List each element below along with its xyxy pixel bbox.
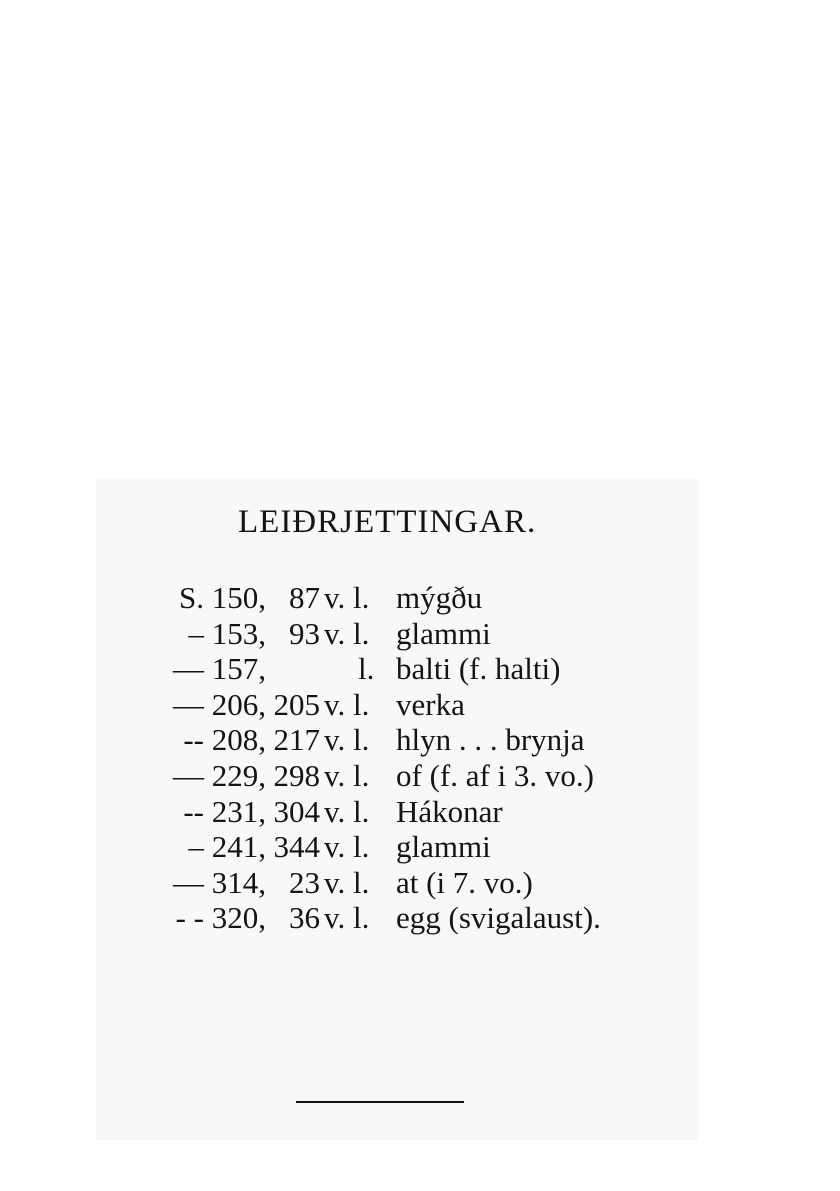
correction-text: hlyn . . . brynja: [396, 722, 585, 758]
line-abbrev: v. l.: [324, 900, 370, 936]
correction-text: verka: [396, 686, 465, 722]
page-ref: — 229,: [173, 757, 266, 793]
line-abbrev: v. l.: [324, 580, 370, 615]
line-number: 344: [273, 829, 320, 865]
line-abbrev: l.: [358, 651, 375, 687]
line-number: 93: [289, 615, 320, 651]
correction-text: mýgðu: [396, 580, 483, 615]
correction-text: egg (svigalaust).: [396, 900, 601, 936]
page-ref: – 153,: [188, 615, 266, 651]
line-abbrev: v. l.: [324, 686, 370, 722]
line-number: 23: [289, 864, 320, 900]
page-ref: — 157,: [173, 651, 266, 687]
correction-text: at (i 7. vo.): [396, 864, 533, 900]
line-abbrev: v. l.: [324, 864, 370, 900]
correction-text: of (f. af i 3. vo.): [396, 757, 594, 793]
correction-text: Hákonar: [396, 793, 503, 829]
line-number: 217: [273, 722, 320, 758]
line-abbrev: v. l.: [324, 793, 370, 829]
page-ref: -- 231,: [183, 793, 266, 829]
line-abbrev: v. l.: [324, 722, 370, 758]
end-rule: [296, 1101, 464, 1103]
line-number: 298: [273, 757, 320, 793]
line-number: 205: [273, 686, 320, 722]
line-abbrev: v. l.: [324, 615, 370, 651]
page-ref: -- 208,: [183, 722, 266, 758]
page-ref: – 241,: [188, 829, 266, 865]
line-number: 36: [289, 900, 320, 936]
page-title: LEIÐRJETTINGAR.: [238, 504, 537, 540]
line-number: 304: [273, 793, 320, 829]
page-ref: — 314,: [173, 864, 266, 900]
line-abbrev: v. l.: [324, 757, 370, 793]
page-ref: — 206,: [173, 686, 266, 722]
line-abbrev: v. l.: [324, 829, 370, 865]
correction-text: glammi: [396, 615, 491, 651]
page-ref: S. 150,: [179, 580, 266, 615]
line-number: 87: [289, 580, 320, 615]
correction-text: balti (f. halti): [396, 651, 561, 687]
page-ref: - - 320,: [175, 900, 266, 936]
correction-text: glammi: [396, 829, 491, 865]
